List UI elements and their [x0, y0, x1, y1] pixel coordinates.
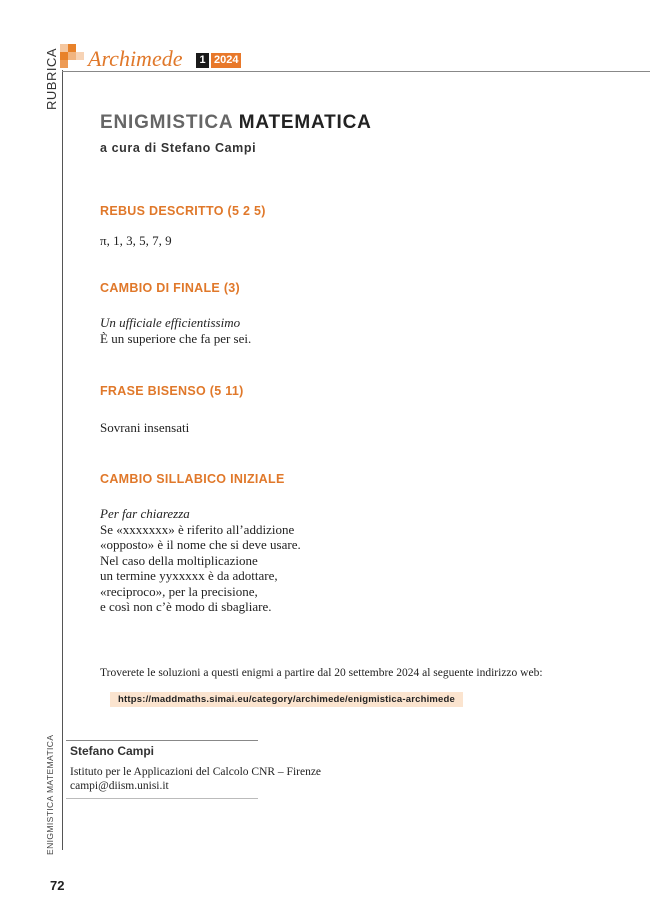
page-number: 72 [50, 878, 65, 893]
puzzle-line: Nel caso della moltiplicazione [100, 552, 258, 568]
issue-year-badge: 2024 [211, 53, 241, 68]
author-name: Stefano Campi [70, 744, 155, 758]
author-rule-bottom [66, 798, 258, 799]
article-subtitle: a cura di Stefano Campi [100, 141, 257, 155]
section-label: ENIGMISTICA MATEMATICA [45, 734, 55, 855]
puzzle-body [100, 233, 172, 249]
puzzle-line: π, 1, 3, 5, 7, 9 [100, 233, 172, 248]
puzzle-line: e così non c’è modo di sbagliare. [100, 599, 272, 614]
article-title-part1: ENIGMISTICA [100, 112, 233, 133]
author-affiliation: Istituto per le Applicazioni del Calcolo CNR – Firenze [70, 766, 322, 778]
puzzle-line: «opposto» è il nome che si deve usare. [100, 537, 301, 552]
puzzle-line: È un superiore che fa per sei. [100, 330, 252, 346]
puzzle-body [100, 315, 251, 346]
solutions-url-link[interactable]: https://maddmaths.simai.eu/category/archimede/enigmistica-archimede [110, 692, 463, 707]
journal-title: Archimede [88, 46, 183, 71]
puzzle-heading: CAMBIO SILLABICO INIZIALE [100, 472, 285, 486]
margin-rule [62, 70, 63, 850]
puzzle-body [100, 420, 189, 436]
puzzle-line: un termine yyxxxxx è da adottare, [100, 568, 278, 583]
header-rule [62, 71, 650, 72]
puzzle-heading: FRASE BISENSO (5 11) [100, 384, 244, 398]
puzzle-heading: CAMBIO DI FINALE (3) [100, 281, 241, 295]
solutions-note: Troverete le soluzioni a questi enigmi a partire dal 20 settembre 2024 al seguente indirizzo web: [100, 667, 543, 679]
author-email: campi@diism.unisi.it [70, 780, 169, 792]
puzzle-title-line: Per far chiarezza [100, 506, 190, 521]
article-title [100, 112, 372, 134]
issue-number-badge: 1 [196, 53, 209, 68]
puzzle-body [100, 506, 301, 615]
author-rule [66, 740, 258, 741]
rubrica-label: RUBRICA [44, 47, 59, 110]
puzzle-line: Se «xxxxxxx» è riferito all’addizione [100, 521, 295, 537]
puzzle-title-line: Un ufficiale efficientissimo [100, 315, 241, 330]
puzzle-heading: REBUS DESCRITTO (5 2 5) [100, 204, 266, 218]
article-title-part2: MATEMATICA [238, 112, 372, 133]
puzzle-line: «reciproco», per la precisione, [100, 583, 258, 599]
puzzle-line: Sovrani insensati [100, 420, 190, 435]
